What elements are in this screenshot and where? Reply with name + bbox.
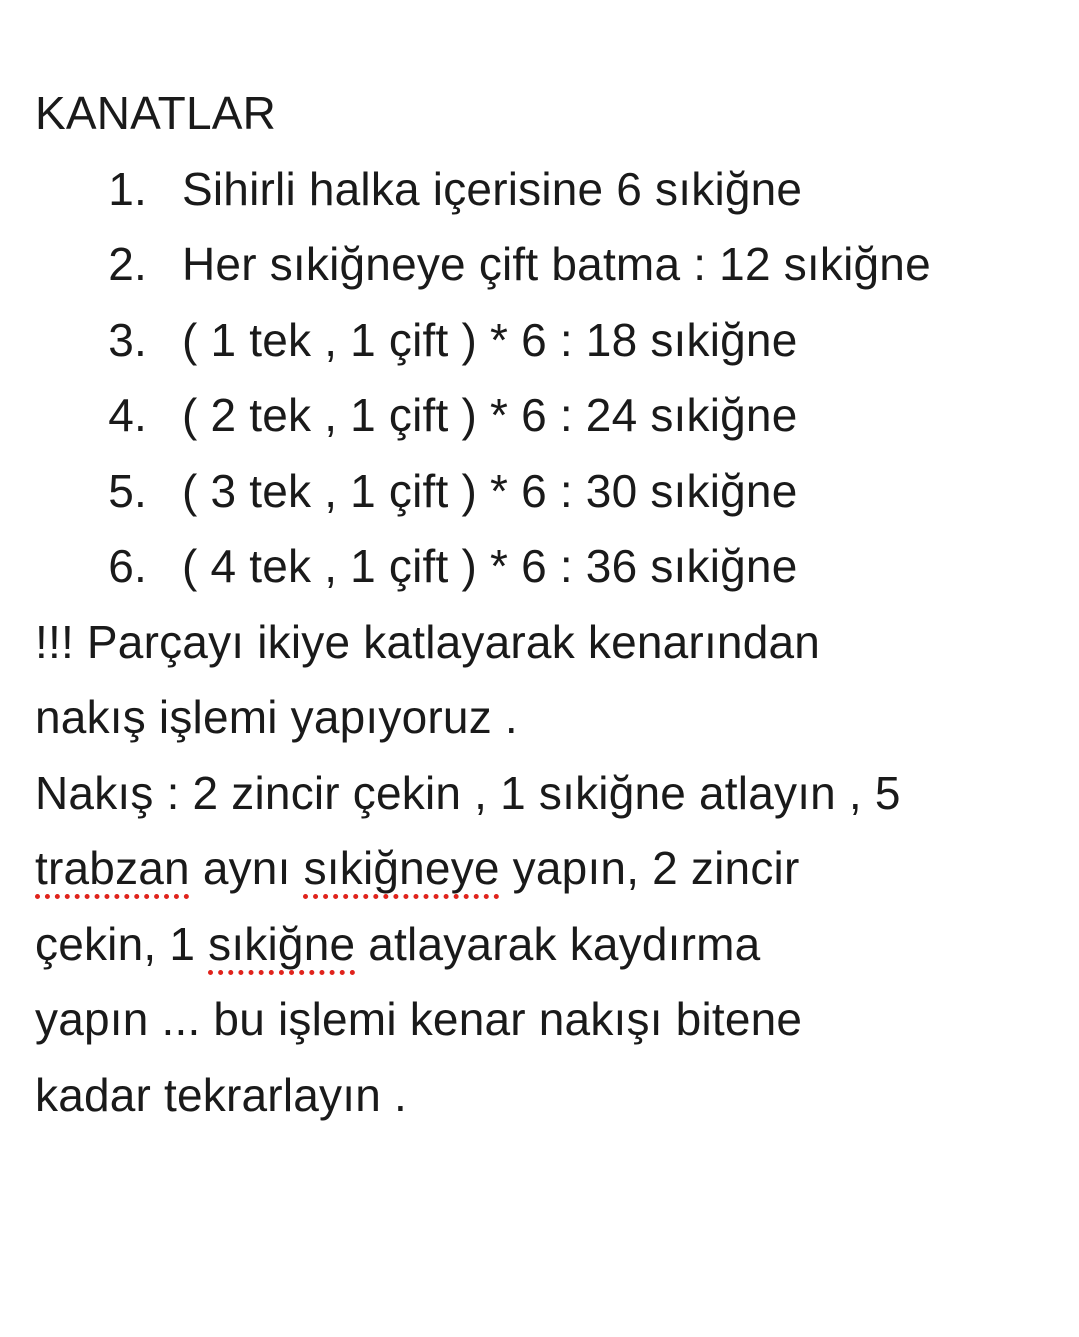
nakis-line xyxy=(35,831,1045,907)
misspelled-word[interactable]: trabzan xyxy=(35,842,190,894)
step-text: ( 3 tek , 1 çift ) * 6 : 30 sıkiğne xyxy=(182,464,798,517)
nakis-line: kadar tekrarlayın . xyxy=(35,1068,407,1121)
step-number: 5. xyxy=(108,464,147,517)
step-number: 3. xyxy=(108,313,147,366)
step-text: ( 2 tek , 1 çift ) * 6 : 24 sıkiğne xyxy=(182,389,798,441)
list-item xyxy=(35,303,1045,379)
step-number: 4. xyxy=(108,389,147,441)
nakis-line: yapın ... bu işlemi kenar nakışı bitene xyxy=(35,993,803,1045)
text-run: aynı xyxy=(189,842,304,894)
step-text: ( 1 tek , 1 çift ) * 6 : 18 sıkiğne xyxy=(182,313,798,366)
note-body xyxy=(35,76,1045,1133)
text-run: çekin, 1 xyxy=(35,917,209,970)
step-number: 6. xyxy=(108,540,147,592)
nakis-line xyxy=(35,907,1045,983)
list-item xyxy=(35,378,1045,454)
step-text: Sihirli halka içerisine 6 sıkiğne xyxy=(182,162,803,215)
step-text: ( 4 tek , 1 çift ) * 6 : 36 sıkiğne xyxy=(182,540,798,592)
step-number: 2. xyxy=(108,238,147,290)
warning-line: !!! Parçayı ikiye katlayarak kenarından xyxy=(35,615,821,668)
list-item xyxy=(35,454,1045,530)
step-number: 1. xyxy=(108,162,147,215)
text-run: yapın, 2 zincir xyxy=(499,842,800,894)
misspelled-word[interactable]: sıkiğneye xyxy=(303,842,500,894)
list-item xyxy=(35,227,1045,303)
nakis-line: Nakış : 2 zincir çekin , 1 sıkiğne atlayın , 5 xyxy=(35,766,901,819)
list-item xyxy=(35,152,1045,228)
note-title: KANATLAR xyxy=(35,87,277,139)
step-text: Her sıkiğneye çift batma : 12 sıkiğne xyxy=(182,238,931,290)
text-run: atlayarak kaydırma xyxy=(355,917,761,970)
warning-line: nakış işlemi yapıyoruz . xyxy=(35,691,518,743)
list-item xyxy=(35,529,1045,605)
misspelled-word[interactable]: sıkiğne xyxy=(208,917,356,970)
steps-list xyxy=(35,152,1045,605)
